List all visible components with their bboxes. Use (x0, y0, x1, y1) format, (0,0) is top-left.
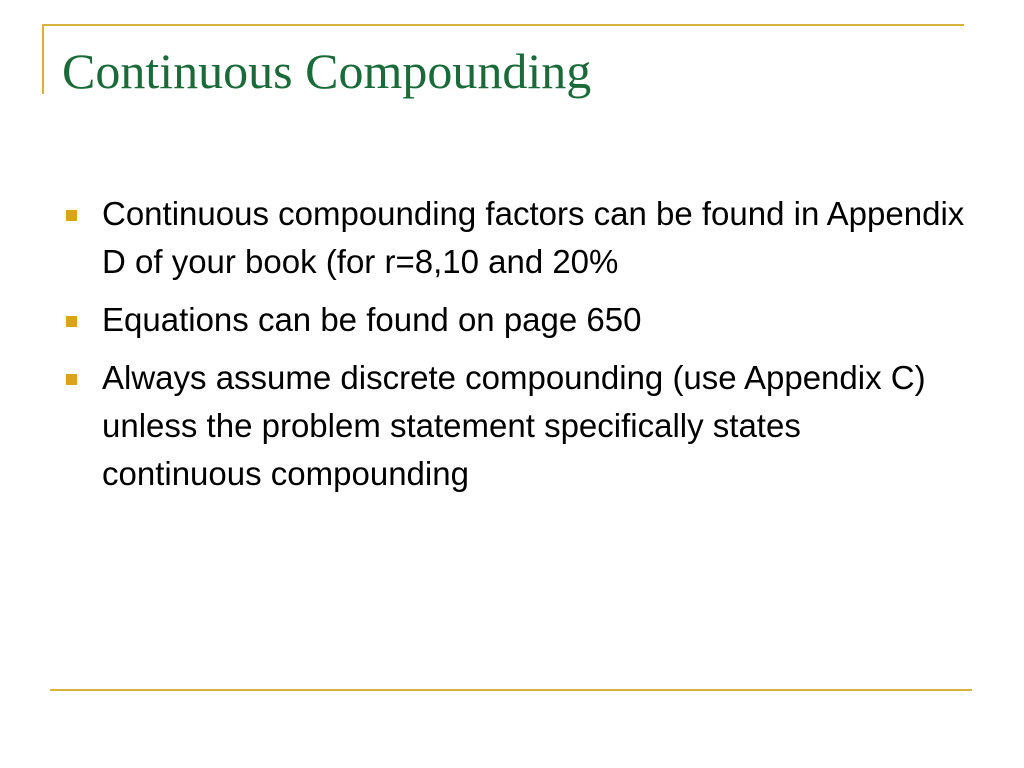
slide-title: Continuous Compounding (62, 43, 592, 99)
square-bullet-icon (66, 210, 77, 221)
bullet-list (66, 190, 966, 508)
left-border-line (42, 24, 44, 94)
bullet-text: Equations can be found on page 650 (102, 301, 642, 338)
bullet-item (66, 354, 966, 498)
bullet-text: Continuous compounding factors can be found in Appendix D of your book (for r=8,10 and 20% (102, 195, 965, 280)
square-bullet-icon (66, 374, 77, 385)
square-bullet-icon (66, 316, 77, 327)
bullet-item (66, 190, 966, 286)
bullet-text: Always assume discrete compounding (use Appendix C) unless the problem statement specifically states continuous compounding (102, 359, 926, 492)
bottom-divider-line (50, 689, 972, 691)
bullet-item (66, 296, 966, 344)
top-border-line (42, 24, 964, 26)
